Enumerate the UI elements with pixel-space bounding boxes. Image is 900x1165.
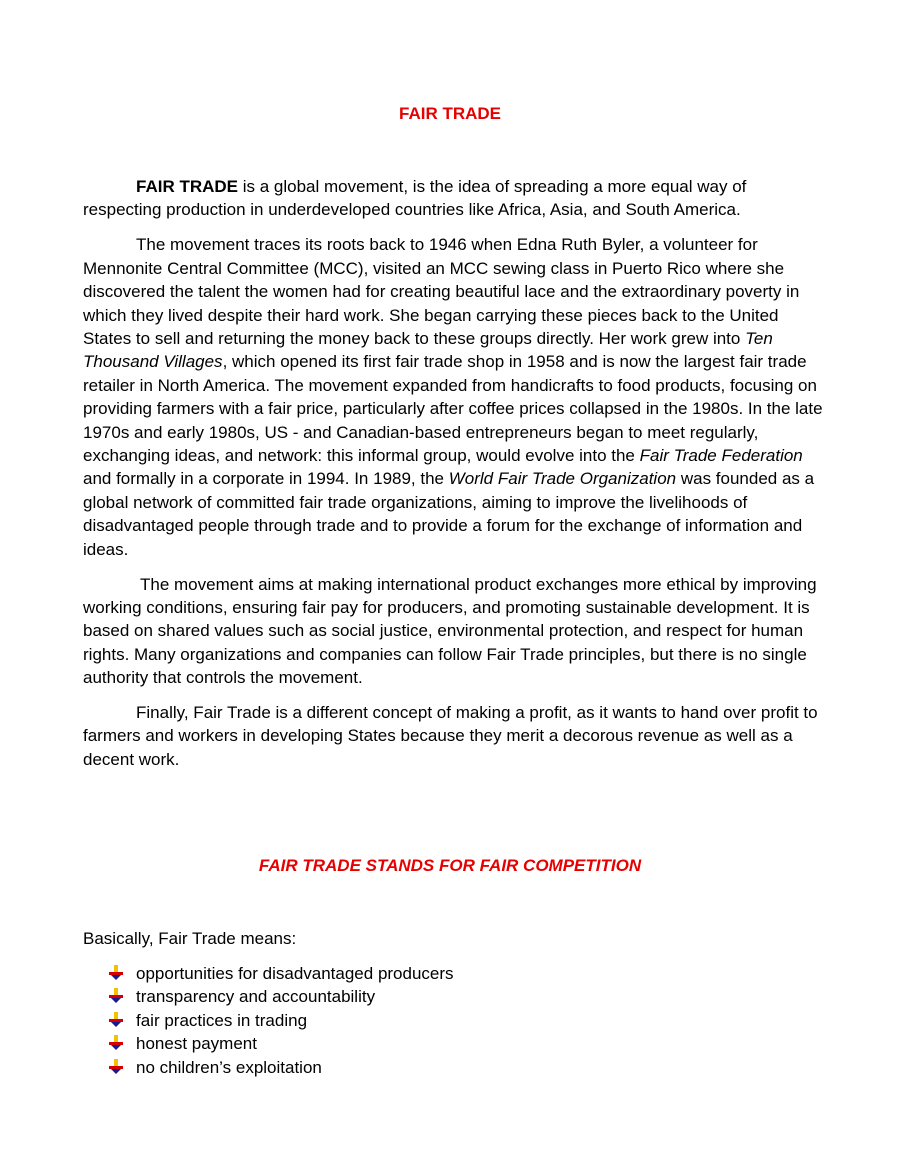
list-intro: Basically, Fair Trade means: bbox=[83, 929, 297, 948]
org-world-fair-trade-organization: World Fair Trade Organization bbox=[448, 469, 677, 489]
list-item-text: opportunities for disadvantaged producers bbox=[136, 964, 454, 983]
org-ten-thousand-villages: Ten Thousand Villages bbox=[83, 328, 773, 372]
principles-list bbox=[108, 962, 454, 1079]
list-item bbox=[108, 1032, 454, 1055]
list-item-text: no children’s exploitation bbox=[136, 1057, 322, 1077]
down-arrow-bullet-icon bbox=[108, 988, 124, 1004]
list-item-text: transparency and accountability bbox=[136, 987, 376, 1007]
history-text-2: , which opened its first fair trade shop in 1958 and is now the largest fair trade retailer in North America. The movement expanded from handicrafts to food products, focusing on providing farmers with a fair price, particularly after coffee prices collapsed in the 1980s. In the late 1970s and early 1980s, US - and Canadian-based entrepreneurs began to meet regularly, exchanging ideas, and network: this informal group, would evolve into the bbox=[83, 352, 823, 465]
paragraph-intro-text: is a global movement, is the idea of spreading a more equal way of respecting production in underdeveloped countries like Africa, Asia, and South America. bbox=[83, 177, 747, 220]
list-item bbox=[108, 1009, 454, 1032]
paragraph-aims: The movement aims at making international product exchanges more ethical by improving working conditions, ensuring fair pay for producers, and promoting sustainable development. It is based on shared values such as social justice, environmental protection, and respect for human rights. Many organizations and companies can follow Fair Trade principles, but there is no single authority that controls the movement. bbox=[83, 574, 817, 688]
page-title: FAIR TRADE bbox=[399, 104, 501, 123]
article-body bbox=[83, 175, 823, 783]
list-item bbox=[108, 962, 454, 985]
list-item bbox=[108, 985, 454, 1008]
list-item bbox=[108, 1056, 454, 1079]
paragraph-conclusion: Finally, Fair Trade is a different concept of making a profit, as it wants to hand over profit to farmers and workers in developing States because they merit a decorous revenue as well as a decent work. bbox=[83, 703, 818, 769]
list-item-text: fair practices in trading bbox=[136, 1010, 308, 1030]
org-fair-trade-federation: Fair Trade Federation bbox=[639, 445, 803, 465]
down-arrow-bullet-icon bbox=[108, 965, 124, 981]
history-text-3: and formally in a corporate in 1994. In 1989, the bbox=[83, 469, 449, 489]
paragraph-intro bbox=[83, 175, 823, 222]
history-text-1: The movement traces its roots back to 1946 when Edna Ruth Byler, a volunteer for Mennonite Central Committee (MCC), visited an MCC sewing class in Puerto Rico where she discovered the talent the women had for creating beautiful lace and the extraordinary poverty in which they lived despite their hard work. She began carrying these pieces back to the United States to sell and returning the money back to these groups directly. Her work grew into bbox=[83, 235, 800, 348]
down-arrow-bullet-icon bbox=[108, 1035, 124, 1051]
section-subtitle: FAIR TRADE STANDS FOR FAIR COMPETITION bbox=[258, 856, 642, 875]
lead-term: FAIR TRADE bbox=[136, 177, 238, 196]
down-arrow-bullet-icon bbox=[108, 1059, 124, 1075]
list-item-text: honest payment bbox=[136, 1034, 257, 1054]
down-arrow-bullet-icon bbox=[108, 1012, 124, 1028]
paragraph-history bbox=[83, 233, 823, 561]
history-text-4: was founded as a global network of committed fair trade organizations, aiming to improve the livelihoods of disadvantaged people through trade and to provide a forum for the exchange of information and ideas. bbox=[83, 469, 815, 559]
